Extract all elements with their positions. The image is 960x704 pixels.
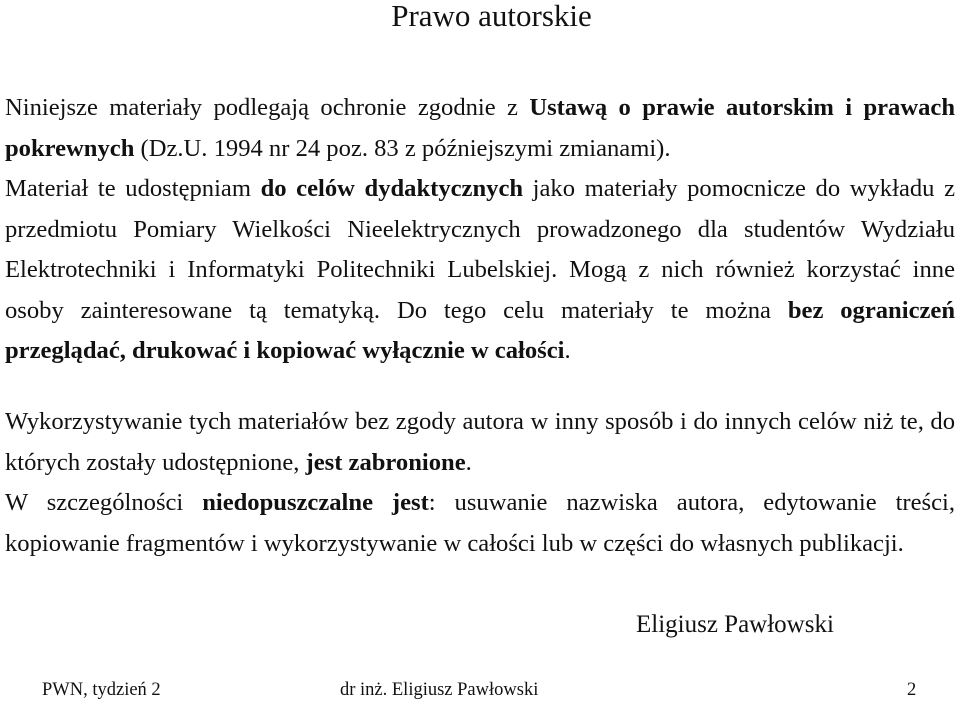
purpose-paragraph [5, 169, 955, 372]
emphasis-text: niedopuszczalne jest [202, 489, 429, 516]
page-title: Prawo autorskie [391, 0, 592, 33]
legal-notice-paragraph [5, 88, 955, 169]
paragraph-text: Materiał te udostępniam [5, 175, 261, 202]
paragraph-text: . [564, 337, 571, 365]
paragraph-text: : usuwanie nazwiska autora, edytowanie treści, kopiowanie fragmentów i wykorzystywanie w całości lub w części do własnych publikacji. [5, 489, 955, 557]
author-signature: Eligiusz Pawłowski [636, 611, 834, 638]
law-name: Ustawą o prawie autorskim i prawach pokrewnych [5, 94, 956, 162]
footer-course-label: PWN, tydzień 2 [42, 680, 161, 700]
restrictions-paragraph [5, 483, 955, 564]
footer-page-number: 2 [907, 680, 917, 700]
emphasis-text: jest zabronione [305, 448, 466, 476]
emphasis-text: bez ograniczeń przeglądać, drukować i kopiować wyłącznie w całości [5, 296, 955, 365]
paragraph-text: W szczególności [5, 489, 203, 516]
paragraph-text: . [465, 448, 472, 476]
slide-footer [0, 676, 960, 704]
paragraph-text: (Dz.U. 1994 nr 24 poz. 83 z późniejszymi zmianami). [134, 134, 671, 162]
emphasis-text: do celów dydaktycznych [260, 175, 524, 202]
paragraph-text: Wykorzystywanie tych materiałów bez zgody autora w inny sposób i do innych celów niż te, do których zostały udostępnione, [5, 408, 955, 476]
paragraph-text: jako materiały pomocnicze do wykładu z przedmiotu Pomiary Wielkości Nieelektrycznych prowadzonego dla studentów Wydziału Elektrotechniki i Informatyki Politechniki Lubelskiej. Mogą z nich również korzystać inne osoby zainteresowane tą tematyką. Do tego celu materiały te można [5, 175, 955, 324]
prohibition-paragraph [5, 402, 955, 483]
paragraph-text: Niniejsze materiały podlegają ochronie zgodnie z [5, 94, 530, 121]
footer-author: dr inż. Eligiusz Pawłowski [340, 680, 539, 700]
